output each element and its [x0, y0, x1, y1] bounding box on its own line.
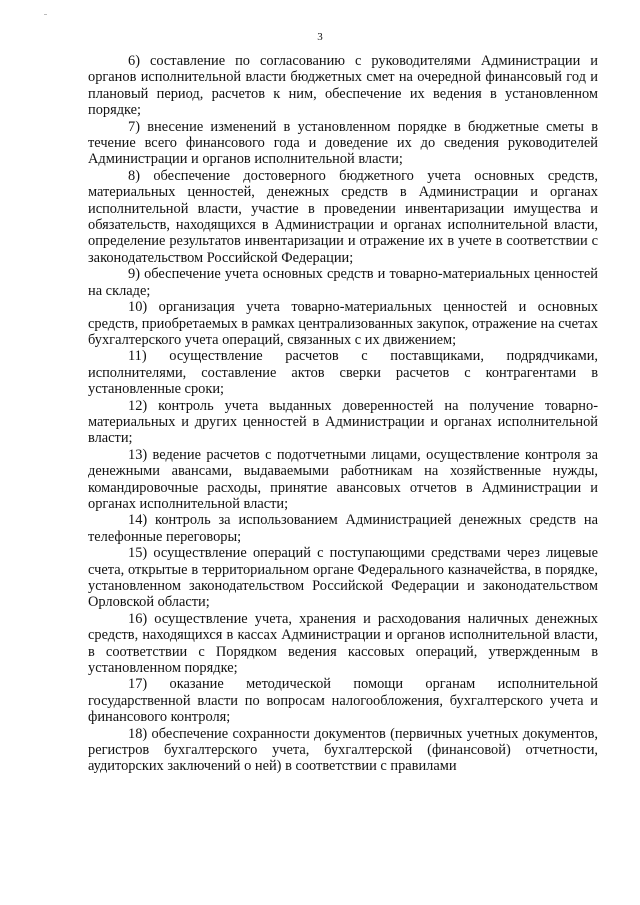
list-item-7: 7) внесение изменений в установленном порядке в бюджетные сметы в течение всего финансового года и доведение их до сведения руководителей Администрации и органов исполнительной власти; [88, 118, 598, 168]
page-number: 3 [317, 31, 323, 43]
document-body [88, 53, 598, 775]
list-item-17: 17) оказание методической помощи органам исполнительной государственной власти по вопросам налогообложения, бухгалтерского учета и финансового контроля; [88, 676, 598, 726]
list-item-9: 9) обеспечение учета основных средств и товарно-материальных ценностей на складе; [88, 266, 598, 299]
list-item-16: 16) осуществление учета, хранения и расходования наличных денежных средств, находящихся в кассах Администрации и органов исполнительной власти, в соответствии с Порядком ведения кассовых операций, утвержденным в установленном порядке; [88, 610, 598, 677]
list-item-12: 12) контроль учета выданных доверенностей на получение товарно-материальных и других ценностей в Администрации и органах исполнительной власти; [88, 397, 598, 447]
scan-mark [44, 14, 47, 15]
list-item-13: 13) ведение расчетов с подотчетными лицами, осуществление контроля за денежными авансами, выдаваемыми работникам на хозяйственные нужды, командировочные расходы, принятие авансовых отчетов в Администрации и органах исполнительной власти; [88, 446, 598, 512]
list-item-8: 8) обеспечение достоверного бюджетного учета основных средств, материальных ценностей, денежных средств в Администрации и органах исполнительной власти, участие в проведении инвентаризации имущества и обязательств, находящихся в Администрации и органах исполнительной власти, определение результатов инвентаризации и отражение их в учете в соответствии с законодательством Российской Федерации; [88, 167, 598, 266]
list-item-14: 14) контроль за использованием Администрацией денежных средств на телефонные переговоры; [88, 512, 598, 545]
list-item-18: 18) обеспечение сохранности документов (первичных учетных документов, регистров бухгалтерского учета, бухгалтерской (финансовой) отчетности, аудиторских заключений о ней) в соответствии с правилами [88, 725, 598, 775]
list-item-10: 10) организация учета товарно-материальных ценностей и основных средств, приобретаемых в рамках централизованных закупок, отражение на счетах бухгалтерского учета операций, связанных с их движением; [88, 299, 598, 348]
list-item-6: 6) составление по согласованию с руководителями Администрации и органов исполнительной власти бюджетных смет на очередной финансовый год и плановый период, расчетов к ним, обеспечение их ведения в установленном порядке; [88, 53, 598, 119]
list-item-15: 15) осуществление операций с поступающими средствами через лицевые счета, открытые в территориальном органе Федерального казначейства, в порядке, установленном законодательством Российской Федерации и законодательством Орловской области; [88, 545, 598, 611]
list-item-11: 11) осуществление расчетов с поставщиками, подрядчиками, исполнителями, составление актов сверки расчетов с контрагентами в установленные сроки; [88, 348, 598, 398]
